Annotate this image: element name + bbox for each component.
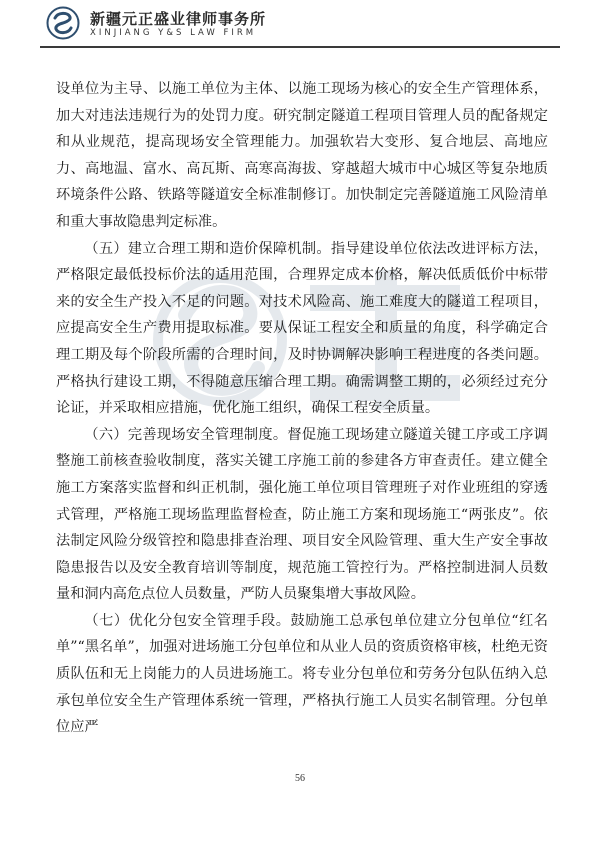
paragraph-section-5: （五）建立合理工期和造价保障机制。指导建设单位依法改进评标方法，严格限定最低投标价法的适用范围，合理界定成本价格，解决低质低价中标带来的安全生产投入不足的问题。对技术风险高、施工难度大的隧道工程项目，应提高安全生产费用提取标准。要从保证工程安全和质量的角度，科学确定合理工期及每个阶段所需的合理时间，及时协调解决影响工程进度的各类问题。严格执行建设工期，不得随意压缩合理工期。确需调整工期的，必须经过充分论证，并采取相应措施，优化施工组织，确保工程安全质量。 <box>56 240 548 417</box>
ys-swirl-logo-icon <box>46 6 80 40</box>
firm-name-chinese: 新疆元正盛业律师事务所 <box>90 10 267 28</box>
firm-name-english: XINJIANG Y&S LAW FIRM <box>90 28 257 38</box>
paragraph-section-7: （七）优化分包安全管理手段。鼓励施工总承包单位建立分包单位“红名单”“黑名单”，加强对进场施工分包单位和从业人员的资质资格审核，杜绝无资质队伍和无上岗能力的人员进场施工。将专业分包单位和劳务分包队伍纳入总承包单位安全生产管理体系统一管理，严格执行施工人员实名制管理。分包单位应严 <box>56 612 548 736</box>
header-divider <box>40 46 560 48</box>
document-body <box>56 76 548 741</box>
paragraph-continued: 设单位为主导、以施工单位为主体、以施工现场为核心的安全生产管理体系，加大对违法违规行为的处罚力度。研究制定隧道工程项目管理人员的配备规定和从业规范，提高现场安全管理能力。加强软岩大变形、复合地层、高地应力、高地温、富水、高瓦斯、高寒高海拔、穿越超大城市中心城区等复杂地质环境条件公路、铁路等隧道安全标准制修订。加快制定完善隧道施工风险清单和重大事故隐患判定标准。 <box>56 81 548 230</box>
paragraph-section-6: （六）完善现场安全管理制度。督促施工现场建立隧道关键工序或工序调整施工前核查验收制度，落实关键工序施工前的参建各方审查责任。建立健全施工方案落实监督和纠正机制，强化施工单位项目管理班子对作业班组的穿透式管理，严格施工现场监理监督检查，防止施工方案和现场施工“两张皮”。依法制定风险分级管控和隐患排查治理、项目安全风险管理、重大生产安全事故隐患报告以及安全教育培训等制度，规范施工管控行为。严格控制进洞人员数量和洞内高危点位人员数量，严防人员聚集增大事故风险。 <box>56 426 548 603</box>
page-header <box>0 0 600 48</box>
page-number: 56 <box>295 773 305 784</box>
